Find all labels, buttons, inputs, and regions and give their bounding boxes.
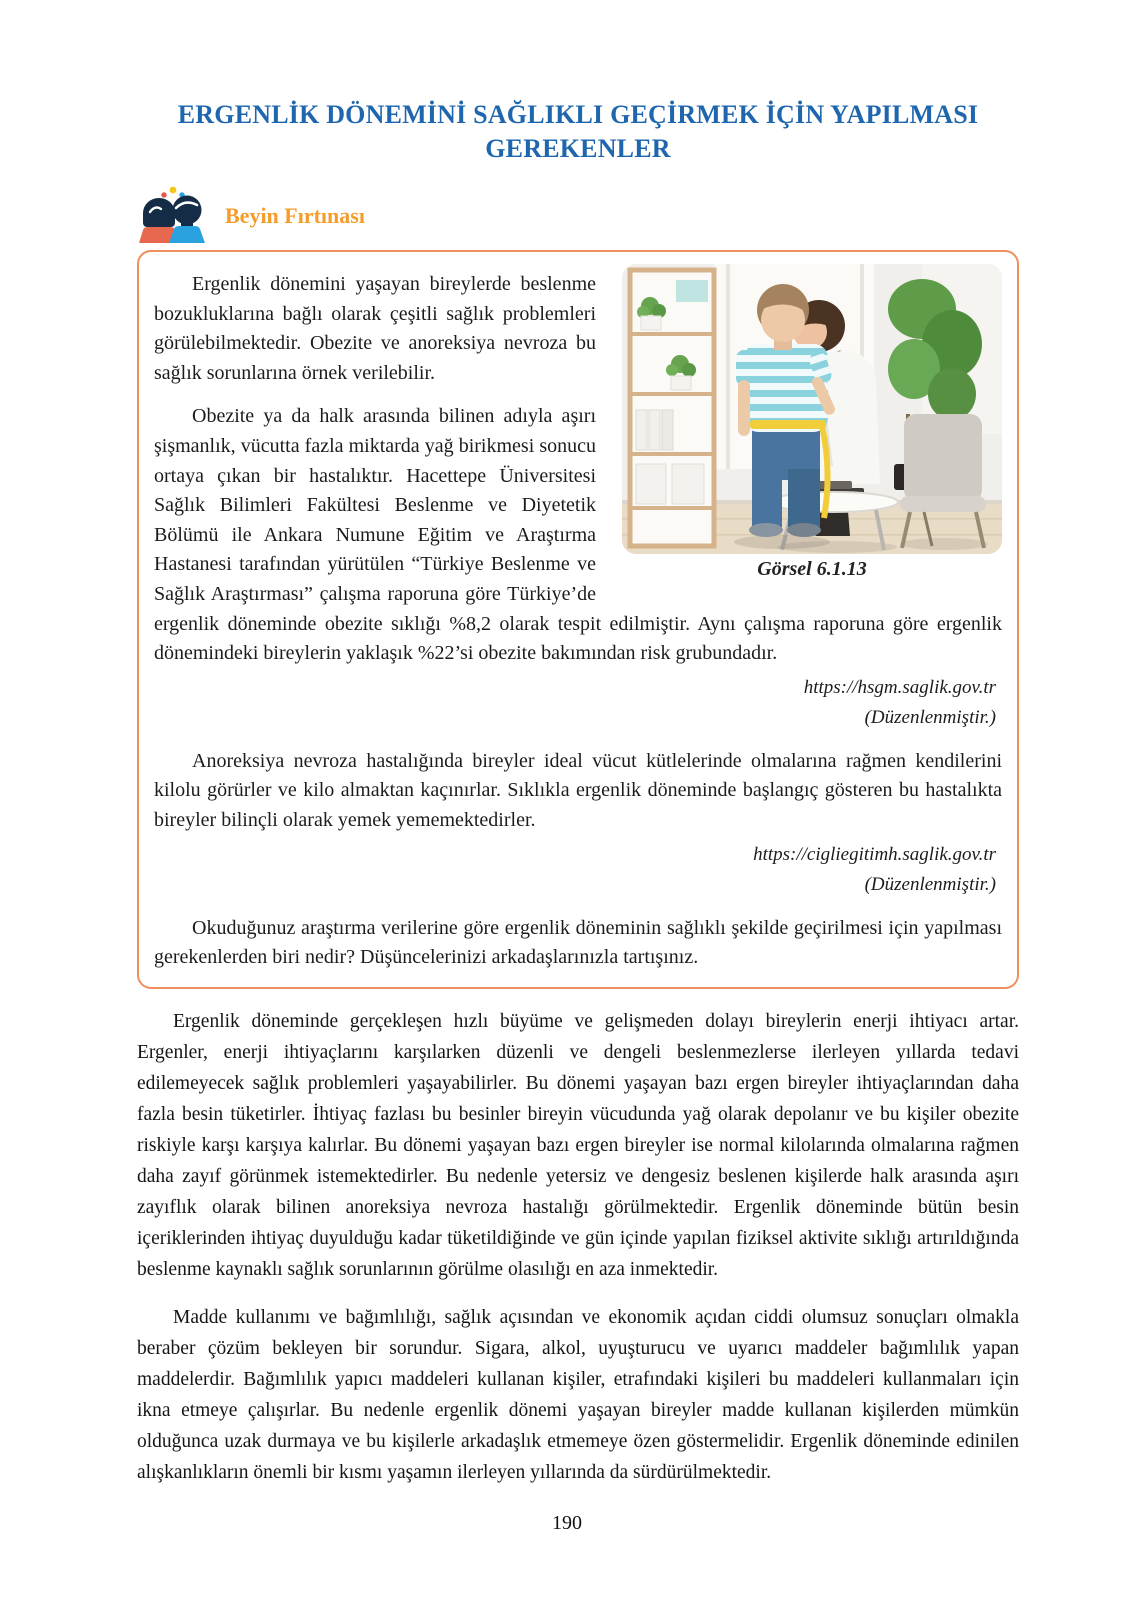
figure-6-1-13 bbox=[622, 264, 1002, 581]
box-paragraph-3: Anoreksiya nevroza hastalığında bireyler ideal vücut kütlelerinde olmalarına rağmen kendilerini kilolu görürler ve kilo almaktan kaçınırlar. Sıklıkla ergenlik döneminde başlangıç gösteren bu hastalıkta bireyler bilinçli olarak yemek yememektedirler. bbox=[154, 749, 1002, 831]
box-paragraph-1: Ergenlik dönemini yaşayan bireylerde beslenme bozukluklarına bağlı olarak çeşitli sağlık problemleri görülebilmektedir. Obezite ve anoreksiya nevroza bu sağlık sorunlarına örnek verilebilir. bbox=[154, 273, 596, 384]
figure-caption: Görsel 6.1.13 bbox=[757, 558, 867, 580]
box-paragraph-2: Obezite ya da halk arasında bilinen adıyla aşırı şişmanlık, vücutta fazla miktarda yağ birikmesi sonucu ortaya çıkan bir hastalıktır. Hacettepe Üniversitesi Sağlık Bilimleri Fakültesi Beslenme ve Diyetetik Bölümü ile Ankara Numune Eğitim ve Araştırma Hastanesi tarafından yürütülen “Türkiye Beslenme ve Sağlık Araştırması” çalışma raporuna göre Türkiye’de ergenlik döneminde obezite sıklığı %8,2 olarak tespit edilmiştir. Aynı çalışma raporuna göre ergenlik dönemindeki bireylerin yaklaşık %22’si obezite bakımından risk grubundadır. bbox=[154, 405, 1002, 665]
page-title-line2: GEREKENLER bbox=[485, 134, 671, 163]
page-title bbox=[137, 98, 1019, 166]
page-content bbox=[137, 0, 1019, 1488]
brainstorm-icon bbox=[137, 183, 207, 243]
body-paragraph-2: Madde kullanımı ve bağımlılığı, sağlık açısından ve ekonomik açıdan ciddi olumsuz sonuçları olmakla beraber çözüm bekleyen bir sorundur. Sigara, alkol, uyuşturucu ve uyarıcı maddeler bağımlılık yapan maddelerdir. Bağımlılık yapıcı maddeleri kullanan kişiler, etrafındaki kişileri bu maddeleri kullanmaları için ikna etmeye çalışırlar. Bu nedenle ergenlik dönemi yaşayan bireyler madde kullanan kişilerden mümkün olduğunca uzak durmaya ve bu kişilerle arkadaşlık etmemeye özen göstermelidir. Ergenlik döneminde edinilen alışkanlıkların önemli bir kısmı yaşamın ilerleyen yıllarında da sürdürülmektedir. bbox=[137, 1306, 1019, 1483]
page-title-line1: ERGENLİK DÖNEMİNİ SAĞLIKLI GEÇİRMEK İÇİN YAPILMASI bbox=[177, 100, 979, 129]
source-note-1: (Düzenlenmiştir.) bbox=[864, 706, 996, 728]
source-url-1: https://hsgm.saglik.gov.tr bbox=[803, 676, 996, 698]
source-citation-2 bbox=[154, 840, 996, 900]
brainstorm-box bbox=[137, 250, 1019, 989]
photo-scene bbox=[622, 264, 1002, 554]
page-number: 190 bbox=[552, 1512, 582, 1534]
box-question: Okuduğunuz araştırma verilerine göre ergenlik döneminin sağlıklı şekilde geçirilmesi için yapılması gerekenlerden biri nedir? Düşüncelerinizi arkadaşlarınızla tartışınız. bbox=[154, 916, 1002, 969]
source-citation-1 bbox=[154, 673, 996, 733]
body-paragraph-1: Ergenlik döneminde gerçekleşen hızlı büyüme ve gelişmeden dolayı bireylerin enerji ihtiyacı artar. Ergenler, enerji ihtiyaçlarını karşılarken düzenli ve dengeli beslenmezlerse ilerleyen yıllarda tedavi edilemeyecek sağlık problemleri yaşayabilirler. Bu dönemi yaşayan bazı ergen bireyler ihtiyaçlarından daha fazla besin tüketirler. İhtiyaç fazlası bu besinler bireyin vücudunda yağ olarak depolanır ve bu kişiler obezite riskiyle karşı karşıya kalırlar. Bu dönemi yaşayan bazı ergen bireyler ise normal kilolarında olmalarına rağmen daha zayıf görünmek istemektedirler. Bu nedenle yetersiz ve dengesiz beslenen kişilerde halk arasında aşırı zayıflık olarak bilinen anoreksiya nevroza hastalığı görülmektedir. Ergenlik döneminde bütün besin içeriklerinden ihtiyaç duyulduğu kadar tüketildiğinde ve gün içinde yapılan fiziksel aktivite sıklığı artırıldığında beslenme kaynaklı sağlık sorunlarının görülme olasılığı en aza inmektedir. bbox=[137, 1010, 1019, 1280]
source-url-2: https://cigliegitimh.saglik.gov.tr bbox=[753, 843, 996, 865]
shelf-unit bbox=[630, 270, 714, 546]
activity-header bbox=[137, 182, 1019, 244]
measurement-photo bbox=[622, 264, 1002, 554]
activity-label: Beyin Fırtınası bbox=[225, 203, 365, 228]
source-note-2: (Düzenlenmiştir.) bbox=[864, 873, 996, 895]
